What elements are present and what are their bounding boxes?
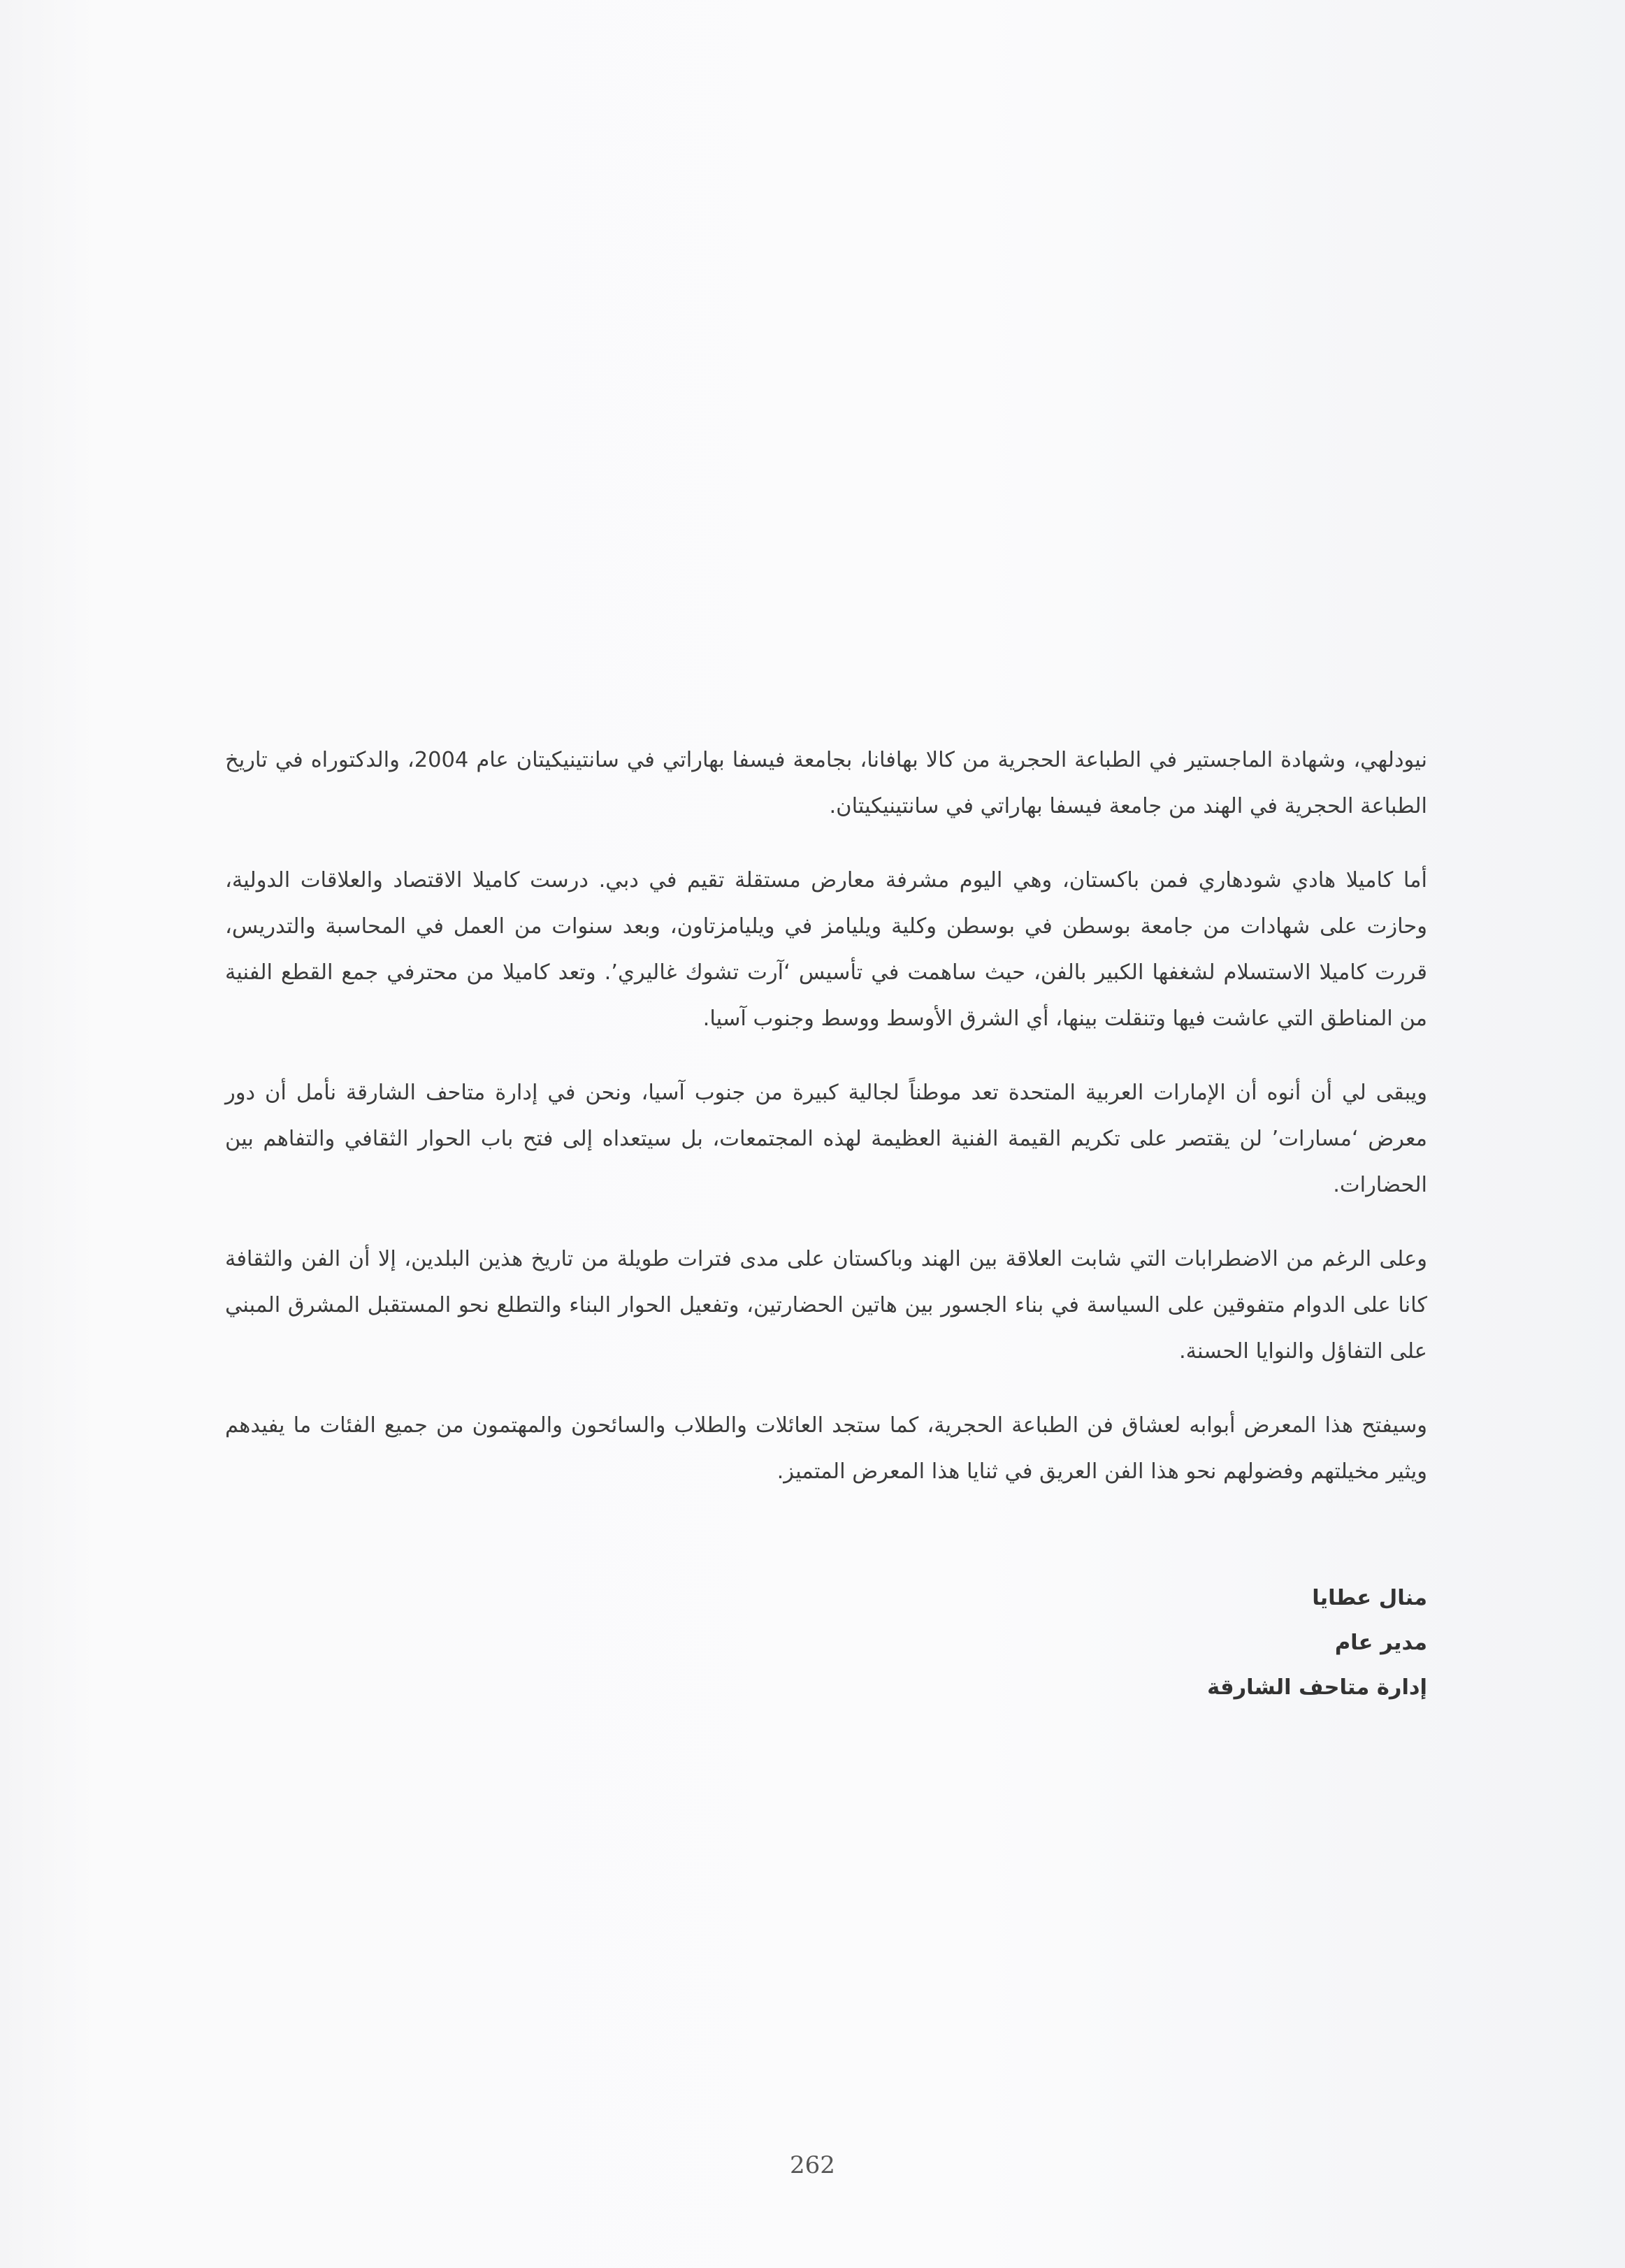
signatory-organization: إدارة متاحف الشارقة (1207, 1675, 1427, 1700)
paragraph-2: أما كاميلا هادي شودهاري فمن باكستان، وهي اليوم مشرفة معارض مستقلة تقيم في دبي. درست كاميلا الاقتصاد والعلاقات الدولية، وحازت على شهادات من جامعة بوسطن في بوسطن وكلية ويليامز في ويليامزتاون، وبعد سنوات من العمل في المحاسبة والتدريس، قررت كاميلا الاستسلام لشغفها الكبير بالفن، حيث ساهمت في تأسيس ‘آرت تشوك غاليري’. وتعد كاميلا من محترفي جمع القطع الفنية من المناطق التي عاشت فيها وتنقلت بينها، أي الشرق الأوسط ووسط وجنوب آسيا. (225, 868, 1427, 1031)
paragraph-3: ويبقى لي أن أنوه أن الإمارات العربية المتحدة تعد موطناً لجالية كبيرة من جنوب آسيا، ونحن في إدارة متاحف الشارقة نأمل أن دور معرض ‘مسارات’ لن يقتصر على تكريم القيمة الفنية العظيمة لهذه المجتمعات، بل سيتعداه إلى فتح باب الحوار الثقافي والتفاهم بين الحضارات. (225, 1081, 1427, 1197)
page-number: 262 (790, 2151, 835, 2179)
signature-block (225, 1576, 1427, 1710)
signatory-title: مدير عام (1334, 1631, 1427, 1655)
paragraph-1: نيودلهي، وشهادة الماجستير في الطباعة الحجرية من كالا بهافانا، بجامعة فيسفا بهاراتي في سانتينيكيتان عام 2004، والدكتوراه في تاريخ الطباعة الحجرية في الهند من جامعة فيسفا بهاراتي في سانتينيكيتان. (225, 748, 1427, 818)
paragraph-4: وعلى الرغم من الاضطرابات التي شابت العلاقة بين الهند وباكستان على مدى فترات طويلة من تاريخ هذين البلدين، إلا أن الفن والثقافة كانا على الدوام متفوقين على السياسة في بناء الجسور بين هاتين الحضارتين، وتفعيل الحوار البناء والتطلع نحو المستقبل المشرق المبني على التفاؤل والنوايا الحسنة. (225, 1247, 1427, 1364)
paragraph-5: وسيفتح هذا المعرض أبوابه لعشاق فن الطباعة الحجرية، كما ستجد العائلات والطلاب والسائحون والمهتمون من جميع الفئات ما يفيدهم ويثير مخيلتهم وفضولهم نحو هذا الفن العريق في ثنايا هذا المعرض المتميز. (225, 1413, 1427, 1484)
signatory-name: منال عطايا (1312, 1586, 1427, 1610)
body-text (225, 737, 1427, 1523)
